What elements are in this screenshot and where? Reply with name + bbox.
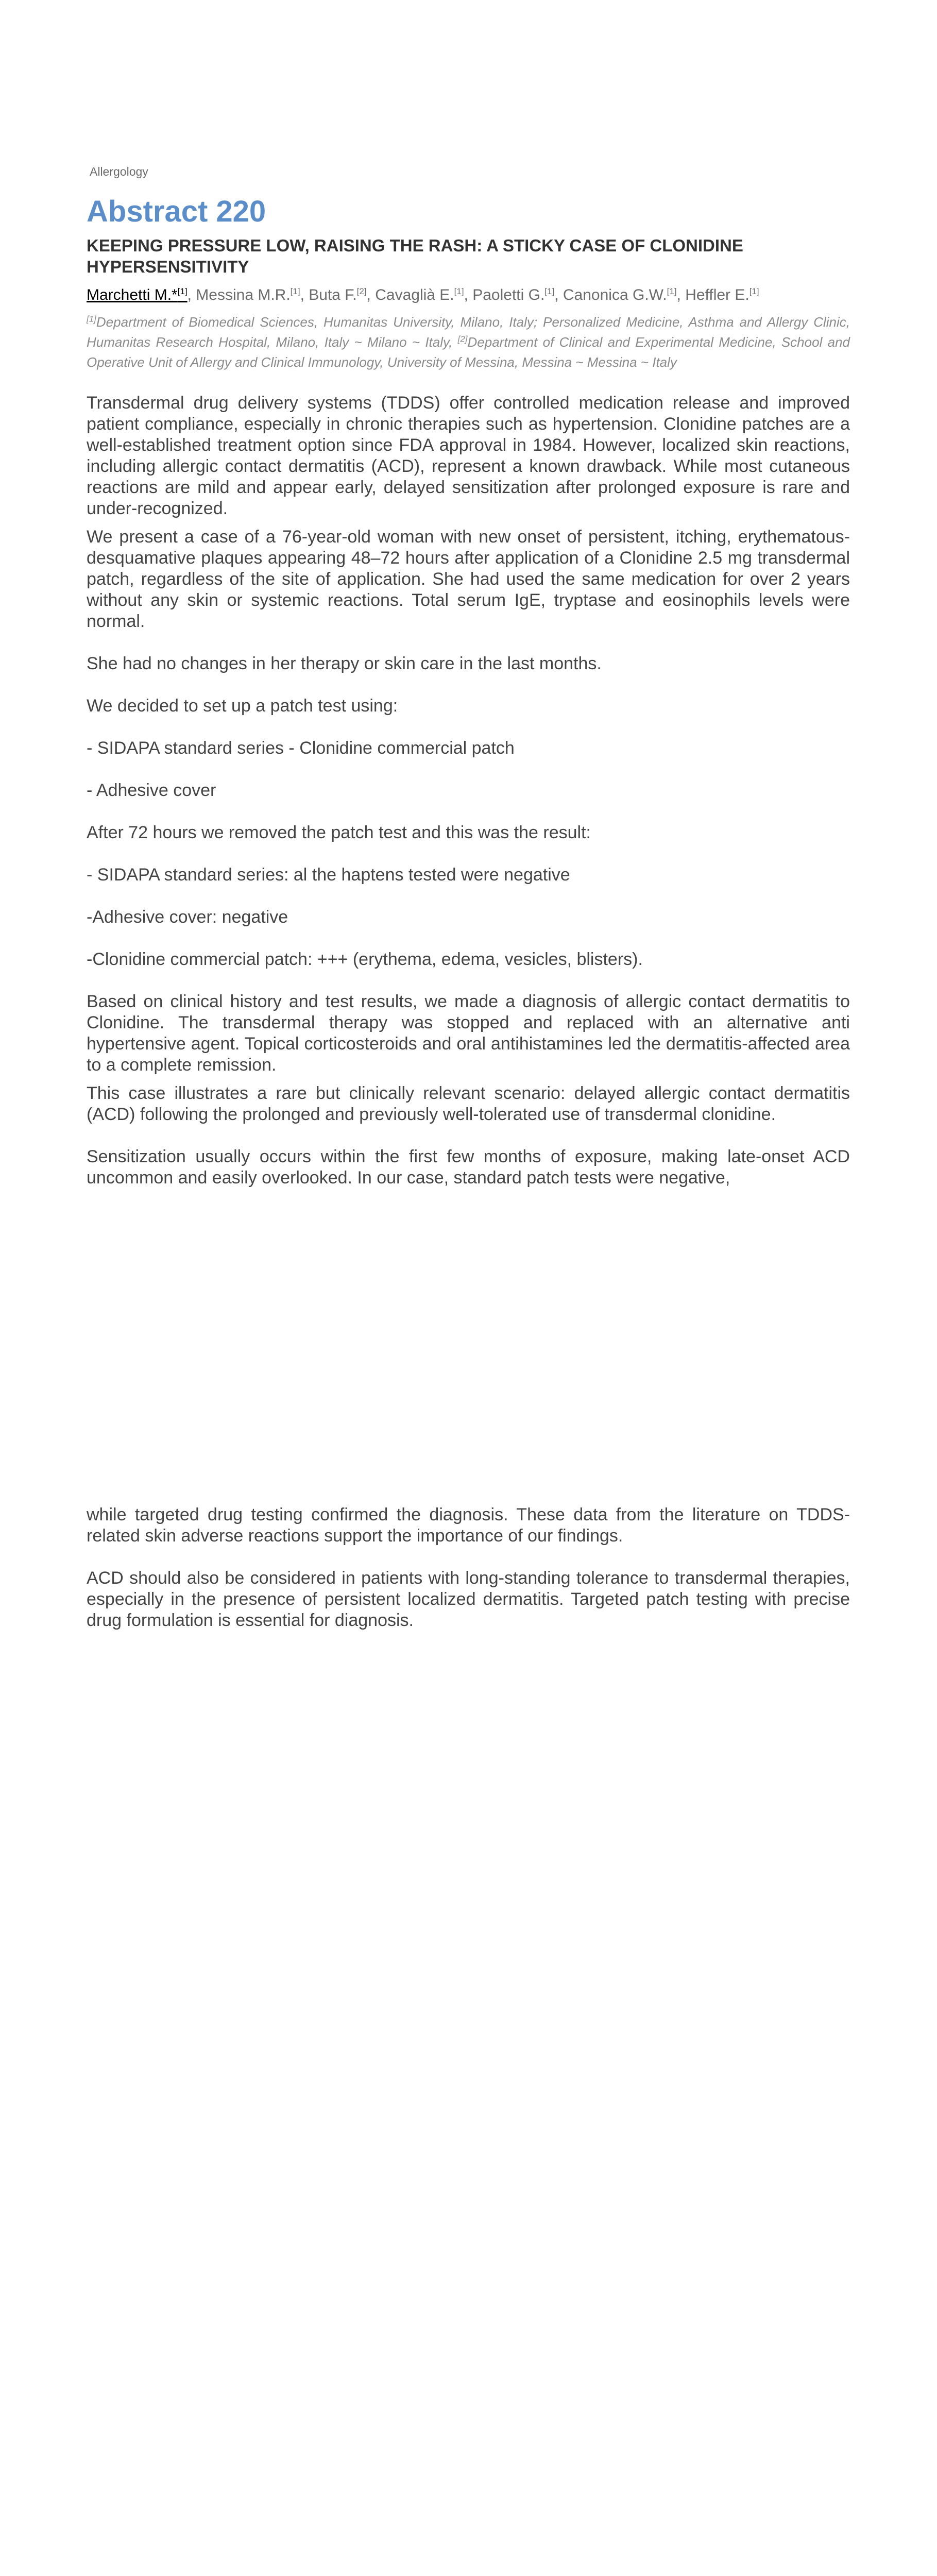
paragraph-discussion: This case illustrates a rare but clinically relevant scenario: delayed allergic contact dermatitis (ACD) following the prolonged and previously well-tolerated use of transdermal clonidine.	[87, 1083, 850, 1124]
result-adhesive-cover: -Adhesive cover: negative	[87, 907, 288, 927]
presenting-author-name: Marchetti M.*	[87, 286, 178, 303]
author-heffler: Heffler E.[1]	[685, 286, 759, 303]
affiliation-ref-1: [1]	[87, 314, 96, 324]
affiliation-ref-2: [2]	[457, 334, 468, 344]
author-paoletti: Paoletti G.[1]	[472, 286, 555, 303]
paragraph-background: Transdermal drug delivery systems (TDDS) offer controlled medication release and improved patient compliance, especially in chronic therapies such as hypertension. Clonidine patches are a well-established treatment option since FDA approval in 1984. However, localized skin reactions, including allergic contact dermatitis (ACD), represent a known drawback. While most cutaneous reactions are mild and appear early, delayed sensitization after prolonged exposure is rare and under-recognized.	[87, 393, 850, 518]
paragraph-confirmation: while targeted drug testing confirmed the diagnosis. These data from the literature on TDDS-related skin adverse reactions support the importance of our findings.	[87, 1505, 850, 1546]
list-item-sidapa-series: - SIDAPA standard series - Clonidine commercial patch	[87, 738, 515, 758]
affiliations	[87, 312, 850, 372]
paper-title: KEEPING PRESSURE LOW, RAISING THE RASH: A STICKY CASE OF CLONIDINE HYPERSENSITIVITY	[87, 236, 743, 276]
list-item-adhesive-cover: - Adhesive cover	[87, 781, 216, 800]
author-messina: Messina M.R.[1]	[196, 286, 300, 303]
author-canonica: Canonica G.W.[1]	[563, 286, 677, 303]
author-buta: Buta F.[2]	[309, 286, 367, 303]
abstract-body-part-1	[87, 393, 850, 1189]
paragraph-no-changes: She had no changes in her therapy or skin care in the last months.	[87, 654, 602, 673]
paragraph-diagnosis: Based on clinical history and test results, we made a diagnosis of allergic contact dermatitis to Clonidine. The transdermal therapy was stopped and replaced with an alternative anti hypertensive agent. Topical corticosteroids and oral antihistamines led the dermatitis-affected area to a complete remission.	[87, 992, 850, 1075]
affiliation-2: Department of Clinical and Experimental Medicine, School and Operative Unit of Allergy and Clinical Immunology, University of Messina, Messina ~ Messina ~ Italy	[87, 334, 850, 370]
author-cavaglia: Cavaglià E.[1]	[375, 286, 464, 303]
result-clonidine-patch: -Clonidine commercial patch: +++ (erythema, edema, vesicles, blisters).	[87, 950, 643, 969]
paragraph-case-presentation: We present a case of a 76-year-old woman with new onset of persistent, itching, erythematous-desquamative plaques appearing 48–72 hours after application of a Clonidine 2.5 mg transdermal patch, regardless of the site of application. She had used the same medication for over 2 years without any skin or systemic reactions. Total serum IgE, tryptase and eosinophils levels were normal.	[87, 527, 850, 631]
presenting-author-ref: [1]	[177, 286, 188, 296]
presenting-author[interactable]	[87, 286, 188, 303]
abstract-number-heading: Abstract 220	[87, 195, 266, 228]
affiliation-1: Department of Biomedical Sciences, Humanitas University, Milano, Italy; Personalized Medicine, Asthma and Allergy Clinic, Humanitas Research Hospital, Milano, Italy ~ Milano ~ Italy,	[87, 314, 850, 350]
paragraph-conclusion: ACD should also be considered in patients with long-standing tolerance to transdermal therapies, especially in the presence of persistent localized dermatitis. Targeted patch testing with precise drug formulation is essential for diagnosis.	[87, 1568, 850, 1630]
abstract-body-part-2	[87, 1504, 850, 1631]
author-list: Marchetti M.*[1], Messina M.R.[1], Buta F.[2], Cavaglià E.[1], Paoletti G.[1], Canonica G.W.[1], Heffler E.[1]	[87, 286, 759, 303]
result-sidapa-series: - SIDAPA standard series: al the haptens tested were negative	[87, 865, 570, 885]
paragraph-patch-test-intro: We decided to set up a patch test using:	[87, 696, 398, 716]
category-label: Allergology	[90, 165, 148, 178]
paragraph-results-intro: After 72 hours we removed the patch test and this was the result:	[87, 823, 591, 842]
paragraph-sensitization: Sensitization usually occurs within the first few months of exposure, making late-onset ACD uncommon and easily overlooked. In our case, standard patch tests were negative,	[87, 1147, 850, 1188]
